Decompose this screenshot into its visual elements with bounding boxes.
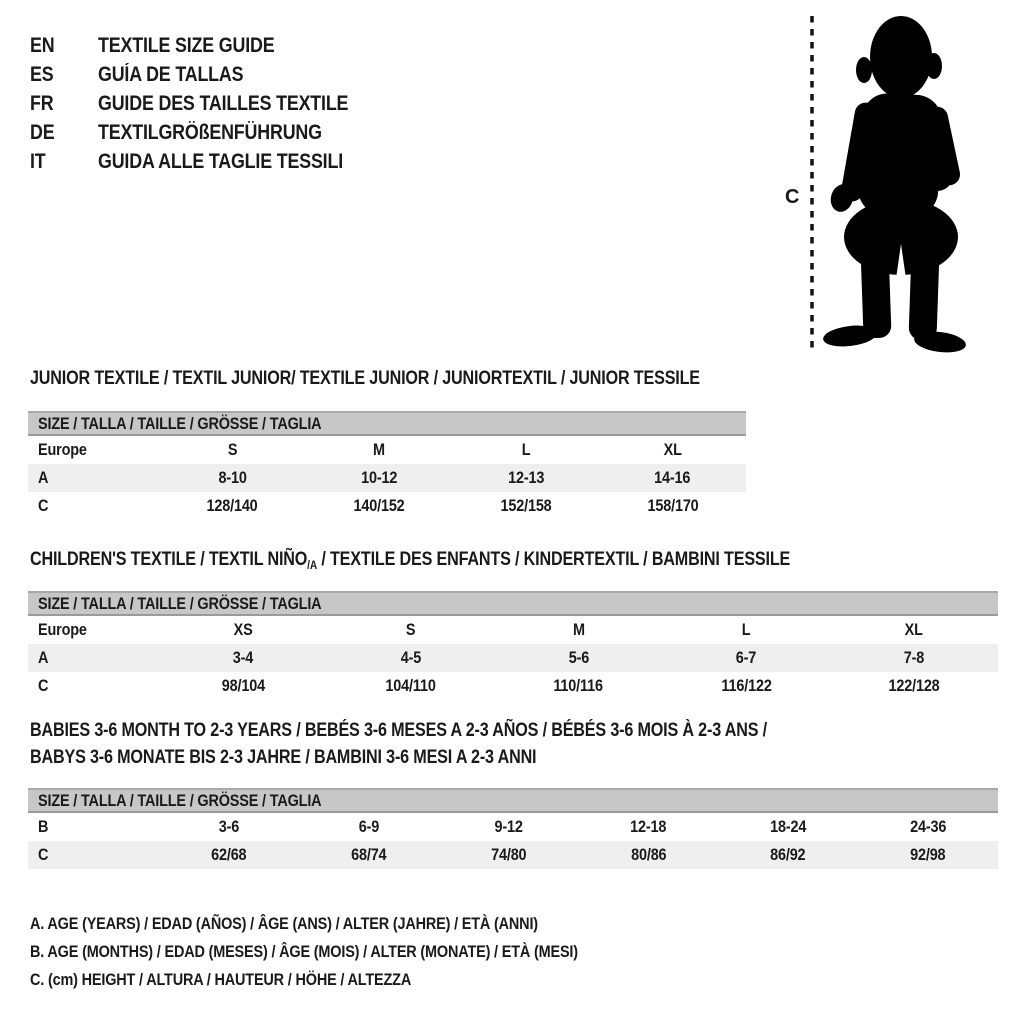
size-cell-text: XL — [905, 620, 924, 639]
age-cell-text: 9-12 — [494, 817, 523, 836]
table-row-height-cm — [28, 492, 746, 520]
table-row-age-months — [28, 813, 998, 841]
table-row-europe — [28, 616, 998, 644]
children-size-table — [28, 591, 998, 700]
age-cell — [453, 468, 600, 488]
size-cell-text: XL — [663, 440, 682, 459]
size-cell — [599, 440, 746, 460]
children-heading-pre: CHILDREN'S TEXTILE / TEXTIL NIÑO — [30, 549, 308, 570]
size-cell — [306, 440, 453, 460]
size-cell-text: L — [521, 440, 531, 459]
size-cell — [662, 620, 830, 640]
age-cell-text: 5-6 — [568, 648, 589, 667]
age-cell — [439, 817, 579, 837]
size-cell-text: L — [741, 620, 751, 639]
size-table-header-text: SIZE / TALLA / TAILLE / GRÖSSE / TAGLIA — [38, 413, 322, 433]
measurement-legend — [30, 910, 675, 994]
language-code-text: EN — [30, 33, 55, 57]
height-cell — [327, 676, 495, 696]
size-cell — [453, 440, 600, 460]
children-heading-subscript: /A — [307, 558, 318, 572]
height-cell-text: 104/110 — [385, 676, 436, 695]
row-label-text: Europe — [38, 620, 87, 639]
size-cell-text: M — [572, 620, 585, 639]
page-title-text: GUIDE DES TAILLES TEXTILE — [98, 91, 349, 115]
size-table-header — [28, 591, 998, 616]
legend-line-b — [30, 938, 675, 966]
height-cell — [578, 845, 718, 865]
language-row-it — [30, 147, 392, 176]
age-cell — [159, 468, 306, 488]
language-row-es — [30, 60, 392, 89]
table-row-age-years — [28, 644, 998, 672]
height-cell — [453, 496, 600, 516]
row-label — [28, 817, 159, 837]
height-cell-text: 110/116 — [553, 676, 604, 695]
language-code-text: IT — [30, 149, 46, 173]
age-cell-text: 18-24 — [770, 817, 807, 836]
language-code-text: ES — [30, 62, 54, 86]
size-table-header — [28, 788, 998, 813]
row-label-text: B — [38, 817, 49, 836]
age-cell-text: 12-13 — [507, 468, 544, 487]
row-label-text: A — [38, 648, 49, 667]
table-row-height-cm — [28, 672, 998, 700]
babies-size-table — [28, 788, 998, 869]
height-cell — [306, 496, 453, 516]
page-title — [98, 121, 361, 145]
language-code — [30, 150, 98, 174]
height-cell — [495, 676, 663, 696]
page-title — [98, 63, 269, 87]
age-cell-text: 3-4 — [232, 648, 254, 667]
language-row-fr — [30, 89, 392, 118]
height-cell-text: 86/92 — [770, 845, 806, 864]
height-cell — [858, 845, 998, 865]
height-cell — [159, 845, 299, 865]
age-cell — [830, 648, 998, 668]
language-code-text: FR — [30, 91, 54, 115]
table-row-europe — [28, 436, 746, 464]
page-title-text: GUÍA DE TALLAS — [98, 62, 244, 86]
legend-line-a-text: A. AGE (YEARS) / EDAD (AÑOS) / ÂGE (ANS) / ALTER (JAHRE) / ETÀ (ANNI) — [30, 914, 538, 933]
row-label — [28, 468, 159, 488]
height-cell-text: 128/140 — [206, 496, 258, 515]
page-title-text: TEXTILGRÖßENFÜHRUNG — [98, 120, 322, 144]
height-cell-text: 80/86 — [630, 845, 667, 864]
height-cell-text: 92/98 — [910, 845, 946, 864]
height-cell — [439, 845, 579, 865]
height-cell-text: 152/158 — [500, 496, 552, 515]
height-cell — [159, 496, 306, 516]
row-label — [28, 845, 159, 865]
height-cell — [662, 676, 830, 696]
age-cell — [299, 817, 439, 837]
babies-heading-line2: BABYS 3-6 MONATE BIS 2-3 JAHRE / BAMBINI 3-6 MESI A 2-3 ANNI — [30, 747, 537, 768]
language-code — [30, 34, 98, 58]
size-cell — [159, 440, 306, 460]
age-cell — [578, 817, 718, 837]
height-cell-text: 98/104 — [221, 676, 265, 695]
legend-line-c-text: C. (cm) HEIGHT / ALTURA / HAUTEUR / HÖHE / ALTEZZA — [30, 970, 412, 989]
language-row-de — [30, 118, 392, 147]
language-row-en — [30, 31, 392, 60]
height-cell-text: 68/74 — [351, 845, 387, 864]
height-cell-text: 140/152 — [353, 496, 405, 515]
children-section-heading — [30, 549, 924, 576]
legend-line-b-text: B. AGE (MONTHS) / EDAD (MESES) / ÂGE (MOIS) / ALTER (MONATE) / ETÀ (MESI) — [30, 942, 578, 961]
legend-line-a — [30, 910, 675, 938]
babies-heading-line1: BABIES 3-6 MONTH TO 2-3 YEARS / BEBÉS 3-6 MESES A 2-3 AÑOS / BÉBÉS 3-6 MOIS À 2-3 ANS / — [30, 720, 767, 741]
children-heading-post: / TEXTILE DES ENFANTS / KINDERTEXTIL / BAMBINI TESSILE — [317, 549, 791, 570]
junior-section-heading-text: JUNIOR TEXTILE / TEXTIL JUNIOR/ TEXTILE JUNIOR / JUNIORTEXTIL / JUNIOR TESSILE — [30, 368, 700, 389]
age-cell — [159, 648, 327, 668]
size-table-header-text: SIZE / TALLA / TAILLE / GRÖSSE / TAGLIA — [38, 790, 322, 810]
junior-size-table — [28, 411, 746, 520]
age-cell-text: 4-5 — [400, 648, 421, 667]
age-cell-text: 7-8 — [903, 648, 925, 667]
size-table-header-text: SIZE / TALLA / TAILLE / GRÖSSE / TAGLIA — [38, 593, 322, 613]
age-cell-text: 12-18 — [630, 817, 667, 836]
height-cell-text: 62/68 — [211, 845, 247, 864]
age-cell-text: 6-9 — [358, 817, 379, 836]
row-label-text: C — [38, 845, 49, 864]
height-cell — [599, 496, 746, 516]
age-cell-text: 6-7 — [736, 648, 757, 667]
language-code-text: DE — [30, 120, 55, 144]
height-cell-text: 116/122 — [721, 676, 772, 695]
height-cell — [830, 676, 998, 696]
page-title — [98, 150, 386, 174]
row-label — [28, 648, 159, 668]
age-cell — [306, 468, 453, 488]
height-cell-text: 158/170 — [647, 496, 699, 515]
age-cell-text: 10-12 — [361, 468, 398, 487]
table-row-age-years — [28, 464, 746, 492]
size-cell — [159, 620, 327, 640]
row-label — [28, 496, 159, 516]
row-label-text: Europe — [38, 440, 87, 459]
size-cell-text: S — [405, 620, 416, 639]
size-cell — [830, 620, 998, 640]
page-title-text: GUIDA ALLE TAGLIE TESSILI — [98, 149, 343, 173]
language-code — [30, 121, 98, 145]
age-cell — [327, 648, 495, 668]
age-cell — [858, 817, 998, 837]
size-cell — [327, 620, 495, 640]
height-measure-figure — [804, 6, 980, 354]
toddler-silhouette-icon — [822, 16, 967, 354]
row-label-text: A — [38, 468, 49, 487]
row-label — [28, 676, 159, 696]
language-title-block — [30, 31, 392, 176]
age-cell-text: 24-36 — [909, 817, 947, 836]
age-cell — [159, 817, 299, 837]
language-code — [30, 63, 98, 87]
age-cell-text: 8-10 — [218, 468, 247, 487]
page-title — [98, 92, 392, 116]
height-cell — [299, 845, 439, 865]
age-cell — [718, 817, 858, 837]
row-label-text: C — [38, 496, 49, 515]
age-cell — [495, 648, 663, 668]
age-cell — [662, 648, 830, 668]
height-cell-text: 74/80 — [490, 845, 527, 864]
height-cell — [718, 845, 858, 865]
page-title — [98, 34, 306, 58]
size-cell-text: S — [227, 440, 238, 459]
size-cell — [495, 620, 663, 640]
size-cell-text: M — [373, 440, 386, 459]
age-cell-text: 3-6 — [218, 817, 240, 836]
age-cell — [599, 468, 746, 488]
size-cell-text: XS — [233, 620, 253, 639]
table-row-height-cm — [28, 841, 998, 869]
row-label — [28, 620, 159, 640]
language-code — [30, 92, 98, 116]
height-measure-label: C — [785, 186, 800, 208]
junior-section-heading — [30, 368, 818, 390]
legend-line-c — [30, 966, 675, 994]
size-table-header — [28, 411, 746, 436]
row-label — [28, 440, 159, 460]
children-section-heading-text — [30, 549, 790, 576]
babies-section-heading — [30, 717, 897, 771]
height-cell — [159, 676, 327, 696]
page-title-text: TEXTILE SIZE GUIDE — [98, 33, 275, 57]
age-cell-text: 14-16 — [654, 468, 691, 487]
row-label-text: C — [38, 676, 49, 695]
height-cell-text: 122/128 — [888, 676, 940, 695]
